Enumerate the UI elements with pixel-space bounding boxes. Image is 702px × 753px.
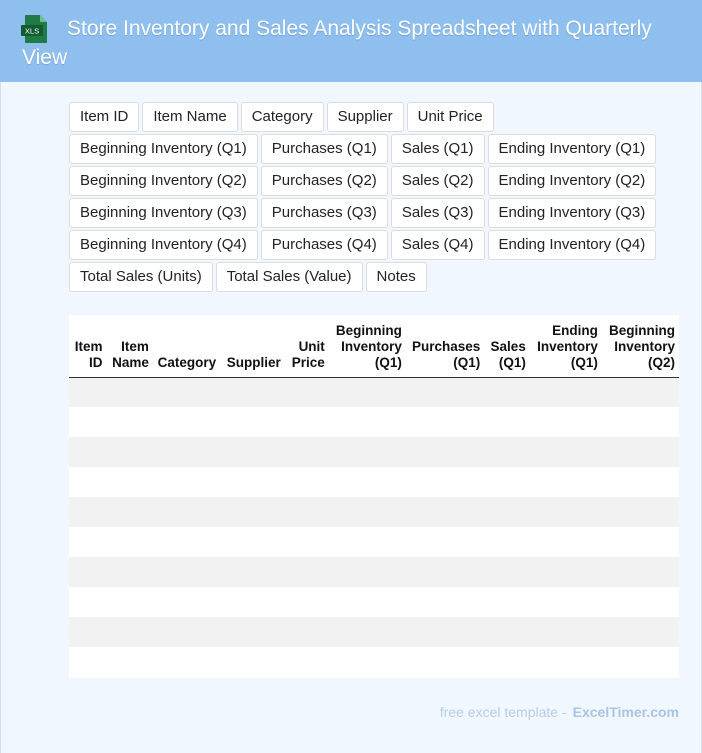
- column-chip[interactable]: Ending Inventory (Q3): [488, 198, 657, 228]
- column-header[interactable]: Ending Inventory (Q1): [530, 315, 602, 377]
- table-cell[interactable]: [484, 527, 530, 557]
- table-cell[interactable]: [602, 617, 679, 647]
- column-chip[interactable]: Purchases (Q1): [261, 134, 388, 164]
- table-cell[interactable]: [602, 437, 679, 467]
- column-header[interactable]: Beginning Inventory (Q1): [329, 315, 406, 377]
- table-row: [69, 407, 679, 437]
- table-cell[interactable]: [107, 647, 153, 677]
- table-header-row: [69, 315, 679, 377]
- column-chip[interactable]: Ending Inventory (Q1): [488, 134, 657, 164]
- table-cell[interactable]: [484, 587, 530, 617]
- table-cell[interactable]: [107, 527, 153, 557]
- table-cell[interactable]: [484, 377, 530, 407]
- table-row: [69, 437, 679, 467]
- table-row: [69, 467, 679, 497]
- table-cell[interactable]: [153, 467, 220, 497]
- table-cell[interactable]: [484, 617, 530, 647]
- table-cell[interactable]: [153, 407, 220, 437]
- column-chip-list: [69, 102, 681, 292]
- table-cell[interactable]: [220, 527, 285, 557]
- table-cell[interactable]: [602, 557, 679, 587]
- table-cell[interactable]: [406, 467, 484, 497]
- table-cell[interactable]: [602, 527, 679, 557]
- table-cell[interactable]: [69, 467, 107, 497]
- table-cell[interactable]: [220, 407, 285, 437]
- column-header[interactable]: Item ID: [69, 315, 107, 377]
- table-row: [69, 557, 679, 587]
- table-row: [69, 647, 679, 677]
- footer-brand-link[interactable]: ExcelTimer.com: [572, 704, 679, 720]
- footer-text: free excel template -: [439, 704, 567, 720]
- table-cell[interactable]: [107, 617, 153, 647]
- table-cell[interactable]: [484, 467, 530, 497]
- table-cell[interactable]: [406, 587, 484, 617]
- table-cell[interactable]: [530, 407, 602, 437]
- table-cell[interactable]: [406, 497, 484, 527]
- table-cell[interactable]: [107, 467, 153, 497]
- column-header[interactable]: Item Name: [107, 315, 153, 377]
- table-cell[interactable]: [329, 407, 406, 437]
- column-chip[interactable]: Item Name: [142, 102, 237, 132]
- column-chip[interactable]: Unit Price: [407, 102, 494, 132]
- table-cell[interactable]: [329, 527, 406, 557]
- table-cell[interactable]: [153, 557, 220, 587]
- table-cell[interactable]: [153, 617, 220, 647]
- table-cell[interactable]: [329, 497, 406, 527]
- table-cell[interactable]: [153, 437, 220, 467]
- table-cell[interactable]: [530, 647, 602, 677]
- column-chip[interactable]: Notes: [366, 262, 427, 292]
- table-row: [69, 377, 679, 407]
- table-row: [69, 587, 679, 617]
- table-cell[interactable]: [153, 497, 220, 527]
- column-chip[interactable]: Sales (Q1): [391, 134, 485, 164]
- table-cell[interactable]: [602, 407, 679, 437]
- table-cell[interactable]: [329, 587, 406, 617]
- table-cell[interactable]: [107, 377, 153, 407]
- column-chip[interactable]: Beginning Inventory (Q3): [69, 198, 258, 228]
- table-cell[interactable]: [484, 557, 530, 587]
- column-header[interactable]: Unit Price: [285, 315, 329, 377]
- table-cell[interactable]: [220, 647, 285, 677]
- table-cell[interactable]: [484, 497, 530, 527]
- table-cell[interactable]: [220, 437, 285, 467]
- table-cell[interactable]: [220, 557, 285, 587]
- logo-text: XLS: [24, 26, 40, 36]
- table-cell[interactable]: [530, 587, 602, 617]
- table-cell[interactable]: [69, 407, 107, 437]
- column-header[interactable]: Purchases (Q1): [406, 315, 484, 377]
- table-cell[interactable]: [220, 497, 285, 527]
- table-cell[interactable]: [406, 407, 484, 437]
- column-header[interactable]: Beginning Inventory (Q2): [602, 315, 679, 377]
- table-cell[interactable]: [406, 437, 484, 467]
- table-cell[interactable]: [69, 527, 107, 557]
- main-content: [0, 82, 702, 753]
- column-chip[interactable]: Purchases (Q2): [261, 166, 388, 196]
- table-cell[interactable]: [484, 437, 530, 467]
- table-cell[interactable]: [285, 377, 329, 407]
- table-cell[interactable]: [153, 527, 220, 557]
- table-cell[interactable]: [329, 467, 406, 497]
- table-cell[interactable]: [69, 647, 107, 677]
- table-cell[interactable]: [107, 497, 153, 527]
- table-cell[interactable]: [69, 497, 107, 527]
- table-cell[interactable]: [285, 467, 329, 497]
- table-cell[interactable]: [406, 617, 484, 647]
- column-chip[interactable]: Total Sales (Units): [69, 262, 213, 292]
- table-row: [69, 527, 679, 557]
- column-header[interactable]: Category: [153, 315, 220, 377]
- table-cell[interactable]: [107, 587, 153, 617]
- column-chip[interactable]: Beginning Inventory (Q1): [69, 134, 258, 164]
- column-chip[interactable]: Ending Inventory (Q4): [488, 230, 657, 260]
- table-row: [69, 617, 679, 647]
- table-cell[interactable]: [153, 647, 220, 677]
- table-cell[interactable]: [329, 557, 406, 587]
- table-cell[interactable]: [285, 617, 329, 647]
- table-cell[interactable]: [602, 647, 679, 677]
- column-chip[interactable]: Purchases (Q4): [261, 230, 388, 260]
- column-chip[interactable]: Supplier: [327, 102, 404, 132]
- table-cell[interactable]: [220, 617, 285, 647]
- table-cell[interactable]: [602, 497, 679, 527]
- page-title: Store Inventory and Sales Analysis Spreadsheet with Quarterly View: [22, 17, 652, 69]
- table-cell[interactable]: [602, 467, 679, 497]
- column-chip[interactable]: Item ID: [69, 102, 139, 132]
- table-cell[interactable]: [406, 377, 484, 407]
- table-cell[interactable]: [69, 587, 107, 617]
- column-header[interactable]: Sales (Q1): [484, 315, 530, 377]
- table-cell[interactable]: [602, 377, 679, 407]
- table-cell[interactable]: [107, 407, 153, 437]
- column-chip[interactable]: Purchases (Q3): [261, 198, 388, 228]
- table-cell[interactable]: [406, 527, 484, 557]
- table-cell[interactable]: [329, 617, 406, 647]
- column-chip[interactable]: Category: [241, 102, 324, 132]
- table-cell[interactable]: [220, 377, 285, 407]
- table-cell[interactable]: [285, 527, 329, 557]
- table-cell[interactable]: [484, 647, 530, 677]
- column-chip[interactable]: Sales (Q3): [391, 198, 485, 228]
- page-header: [0, 0, 702, 82]
- table-cell[interactable]: [530, 437, 602, 467]
- column-chip[interactable]: Total Sales (Value): [216, 262, 363, 292]
- column-chip[interactable]: Beginning Inventory (Q2): [69, 166, 258, 196]
- table-cell[interactable]: [530, 617, 602, 647]
- table-cell[interactable]: [602, 587, 679, 617]
- table-cell[interactable]: [107, 557, 153, 587]
- table-row: [69, 497, 679, 527]
- table-cell[interactable]: [530, 527, 602, 557]
- table-cell[interactable]: [69, 437, 107, 467]
- table-cell[interactable]: [107, 437, 153, 467]
- column-header[interactable]: Supplier: [220, 315, 285, 377]
- table-cell[interactable]: [285, 407, 329, 437]
- table-cell[interactable]: [530, 377, 602, 407]
- column-chip[interactable]: Ending Inventory (Q2): [488, 166, 657, 196]
- table-cell[interactable]: [285, 437, 329, 467]
- table-cell[interactable]: [285, 587, 329, 617]
- table-cell[interactable]: [153, 377, 220, 407]
- table-cell[interactable]: [530, 467, 602, 497]
- table-cell[interactable]: [220, 467, 285, 497]
- table-cell[interactable]: [406, 557, 484, 587]
- table-cell[interactable]: [329, 647, 406, 677]
- table-cell[interactable]: [329, 437, 406, 467]
- table-cell[interactable]: [69, 617, 107, 647]
- table-cell[interactable]: [69, 377, 107, 407]
- footer-credit: [440, 704, 679, 720]
- table-cell[interactable]: [530, 557, 602, 587]
- table-cell[interactable]: [285, 497, 329, 527]
- column-chip[interactable]: Sales (Q4): [391, 230, 485, 260]
- table-cell[interactable]: [69, 557, 107, 587]
- table-cell[interactable]: [329, 377, 406, 407]
- table-cell[interactable]: [220, 587, 285, 617]
- column-chip[interactable]: Beginning Inventory (Q4): [69, 230, 258, 260]
- table-cell[interactable]: [285, 557, 329, 587]
- table-cell[interactable]: [406, 647, 484, 677]
- table-cell[interactable]: [285, 647, 329, 677]
- column-chip[interactable]: Sales (Q2): [391, 166, 485, 196]
- table-cell[interactable]: [153, 587, 220, 617]
- spreadsheet-table: [69, 315, 679, 678]
- table-cell[interactable]: [530, 497, 602, 527]
- table-cell[interactable]: [484, 407, 530, 437]
